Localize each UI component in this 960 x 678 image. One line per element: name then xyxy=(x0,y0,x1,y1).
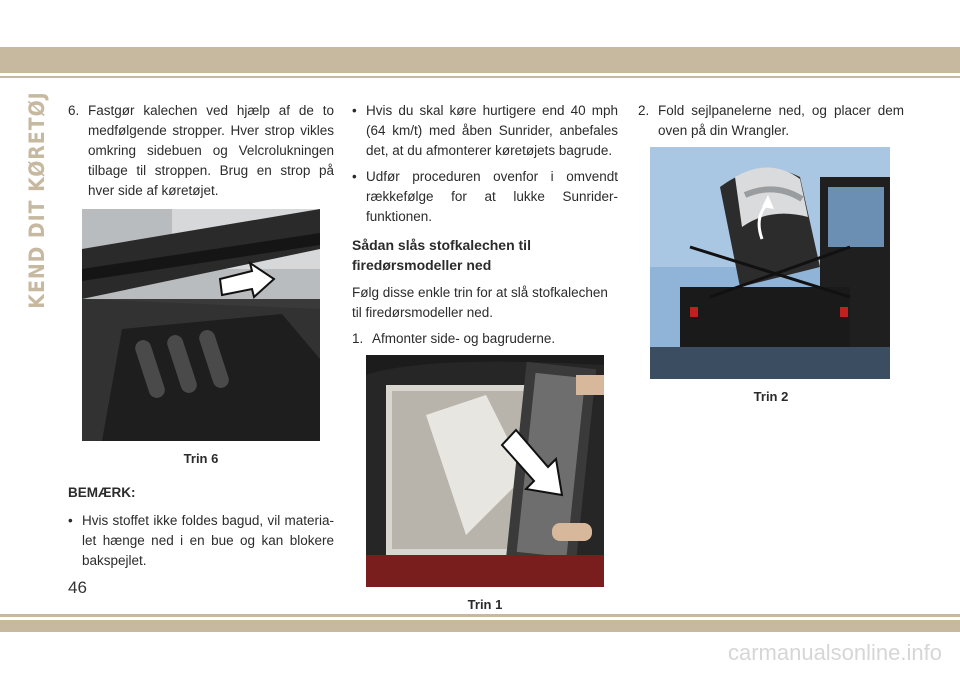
step-1 xyxy=(352,329,618,349)
header-band-line xyxy=(0,76,960,78)
step-6-number: 6. xyxy=(68,103,80,118)
header-band xyxy=(0,47,960,73)
step-2 xyxy=(638,101,904,141)
figure-step-1-caption: Trin 1 xyxy=(467,597,503,612)
step-2-text: Fold sejlpanelerne ned, og placer dem oven på din Wrangler. xyxy=(658,103,904,138)
figure-step-2 xyxy=(650,147,890,379)
figure-step-6-image xyxy=(82,209,320,441)
note-bullet xyxy=(68,511,334,571)
figure-step-6-caption: Trin 6 xyxy=(183,451,219,466)
figure-step-1-image xyxy=(366,355,604,587)
bullet-speed xyxy=(352,101,618,161)
column-1 xyxy=(68,101,334,577)
bullet-marker: • xyxy=(68,513,73,528)
figure-step-6 xyxy=(82,209,320,441)
figure-step-2-caption: Trin 2 xyxy=(753,389,789,404)
footer-line xyxy=(0,614,960,617)
footer-band xyxy=(0,620,960,632)
step-2-number: 2. xyxy=(638,103,650,118)
column-2 xyxy=(352,101,618,615)
bullet-marker: • xyxy=(352,169,357,184)
step-6 xyxy=(68,101,334,201)
step-1-text: Afmonter side- og bagruderne. xyxy=(372,331,556,346)
bullet-marker: • xyxy=(352,103,357,118)
bullet-speed-text: Hvis du skal køre hurtigere end 40 mph (64 km/t) med åben Sunrider, anbefales det, at du afmonterer køretøjets bagrude. xyxy=(366,103,618,158)
intro-paragraph: Følg disse enkle trin for at slå stofkalechen til firedørsmodeller ned. xyxy=(352,285,608,320)
page-number: 46 xyxy=(68,578,87,597)
note-bullet-text: Hvis stoffet ikke foldes bagud, vil materialet hænge ned i en bue og kan blokere bakspejlet. xyxy=(82,513,334,568)
step-1-number: 1. xyxy=(352,331,364,346)
column-3 xyxy=(638,101,904,407)
figure-step-1 xyxy=(366,355,604,587)
figure-step-2-image xyxy=(650,147,890,379)
bullet-reverse-text: Udfør proceduren ovenfor i omvendt rækkefølge for at lukke Sunrider-funktionen. xyxy=(366,169,618,224)
section-tab xyxy=(22,91,52,309)
step-6-text: Fastgør kalechen ved hjælp af de to medfølgende stropper. Hver strop vikles omkring sidebuen og Velcrolukningen tilbage til stroppen. Brug en strop på hver side af køretøjet. xyxy=(88,103,334,198)
note-label: BEMÆRK: xyxy=(68,485,136,500)
bullet-reverse xyxy=(352,167,618,227)
section-tab-label: KEND DIT KØRETØJ xyxy=(25,91,49,309)
watermark: carmanualsonline.info xyxy=(727,640,942,665)
section-heading: Sådan slås stofkalechen til firedørsmodeller ned xyxy=(352,237,531,273)
